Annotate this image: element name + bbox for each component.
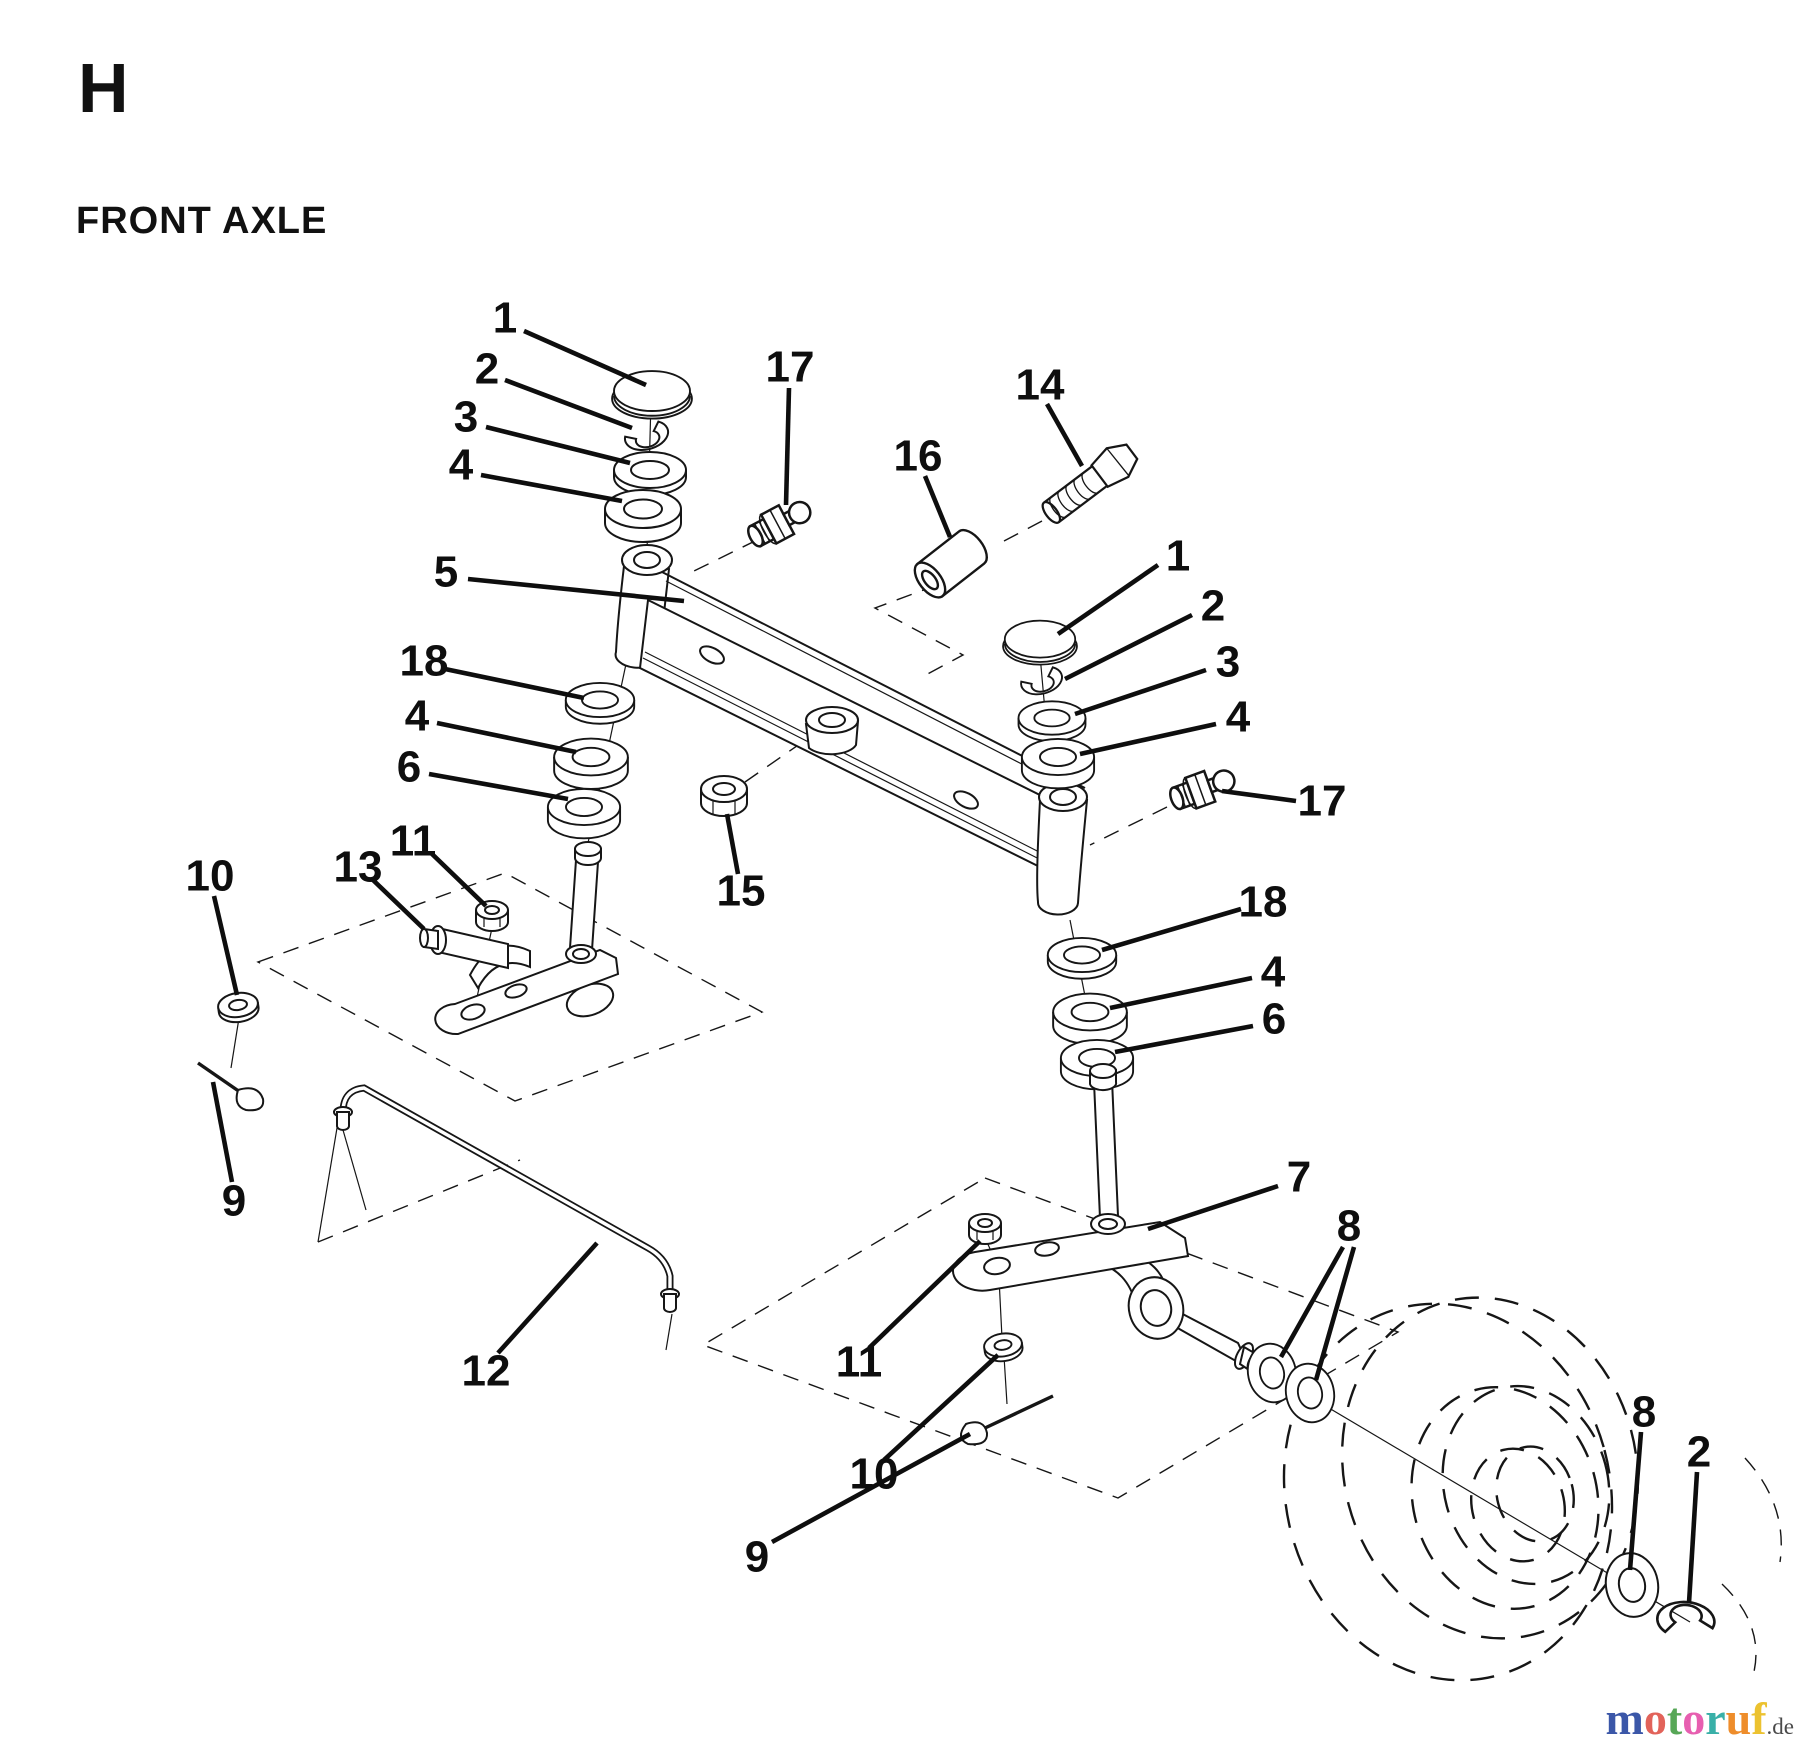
watermark-letter: u (1725, 1693, 1752, 1744)
flange-nut-part-11-left (476, 901, 508, 931)
callout-6-left: 6 (396, 742, 422, 792)
callout-18-left: 18 (399, 636, 449, 686)
callout-8-spindle: 8 (1336, 1201, 1362, 1251)
callout-16: 16 (893, 431, 943, 481)
callout-12: 12 (461, 1346, 511, 1396)
eclip-part-2-wheel (1656, 1600, 1716, 1636)
watermark-letter: o (1682, 1693, 1706, 1744)
callout-9-left: 9 (221, 1176, 247, 1226)
bolt-part-14 (1036, 437, 1143, 530)
washer-part-3-right (1019, 701, 1086, 741)
callout-14: 14 (1015, 360, 1065, 410)
callout-4-topleft: 4 (448, 440, 474, 490)
callout-15: 15 (716, 866, 766, 916)
callout-6-right: 6 (1261, 994, 1287, 1044)
construction-lines (231, 400, 1781, 1676)
callout-1-topleft: 1 (492, 293, 518, 343)
callout-3-right: 3 (1215, 637, 1241, 687)
washer-part-10-right (983, 1331, 1024, 1364)
callout-3-topleft: 3 (453, 392, 479, 442)
grease-fitting-part-17-right (1166, 762, 1239, 815)
washer-part-3-left (614, 452, 686, 495)
washer-part-10-left (217, 990, 261, 1024)
callout-17-left: 17 (765, 342, 815, 392)
watermark-letter: m (1605, 1693, 1644, 1744)
cotter-pin-part-9-left (198, 1063, 263, 1110)
callout-4-rightcol: 4 (1260, 947, 1286, 997)
watermark-letter: o (1643, 1693, 1667, 1744)
callout-17-right: 17 (1297, 776, 1347, 826)
callout-4-right: 4 (1225, 692, 1251, 742)
callout-1-right: 1 (1165, 531, 1191, 581)
washer-part-4-right (1022, 739, 1094, 788)
callout-11-bottom: 11 (835, 1337, 883, 1387)
callout-13: 13 (333, 842, 383, 892)
callout-4-leftcol: 4 (404, 691, 430, 741)
section-letter: H (78, 49, 129, 127)
callout-2-right: 2 (1200, 581, 1226, 631)
washer-part-18-right (1048, 938, 1116, 979)
callout-leaders (213, 331, 1697, 1603)
watermark-letter: r (1705, 1693, 1726, 1744)
callout-10-bottom: 10 (849, 1449, 899, 1499)
callout-11-left: 11 (389, 816, 437, 866)
page-title: FRONT AXLE (76, 200, 328, 242)
washer-part-18-left (566, 683, 634, 724)
callout-18-right: 18 (1238, 877, 1288, 927)
callout-9-bottom: 9 (744, 1532, 770, 1582)
watermark-tld: .de (1766, 1714, 1794, 1739)
washer-part-4-right-col (1053, 994, 1127, 1044)
watermark-letter: f (1751, 1693, 1767, 1744)
flange-nut-part-11-right (969, 1214, 1001, 1244)
hex-nut-part-15 (701, 776, 747, 816)
front-wheel-dashed (1242, 1264, 1675, 1717)
grease-fitting-part-17-left (743, 493, 817, 553)
callout-7: 7 (1286, 1152, 1312, 1202)
drag-link (334, 1088, 679, 1312)
callout-8-wheel: 8 (1631, 1387, 1657, 1437)
watermark-letter: t (1666, 1693, 1683, 1744)
motoruf-watermark (1605, 1693, 1794, 1744)
cap-part-1-left (612, 371, 692, 419)
axle-beam (616, 545, 1087, 914)
callout-10-left: 10 (185, 851, 235, 901)
callout-2-wheel: 2 (1686, 1427, 1712, 1477)
callout-2-topleft: 2 (474, 344, 500, 394)
callout-5: 5 (433, 547, 459, 597)
washer-part-4-left-col (554, 739, 628, 789)
